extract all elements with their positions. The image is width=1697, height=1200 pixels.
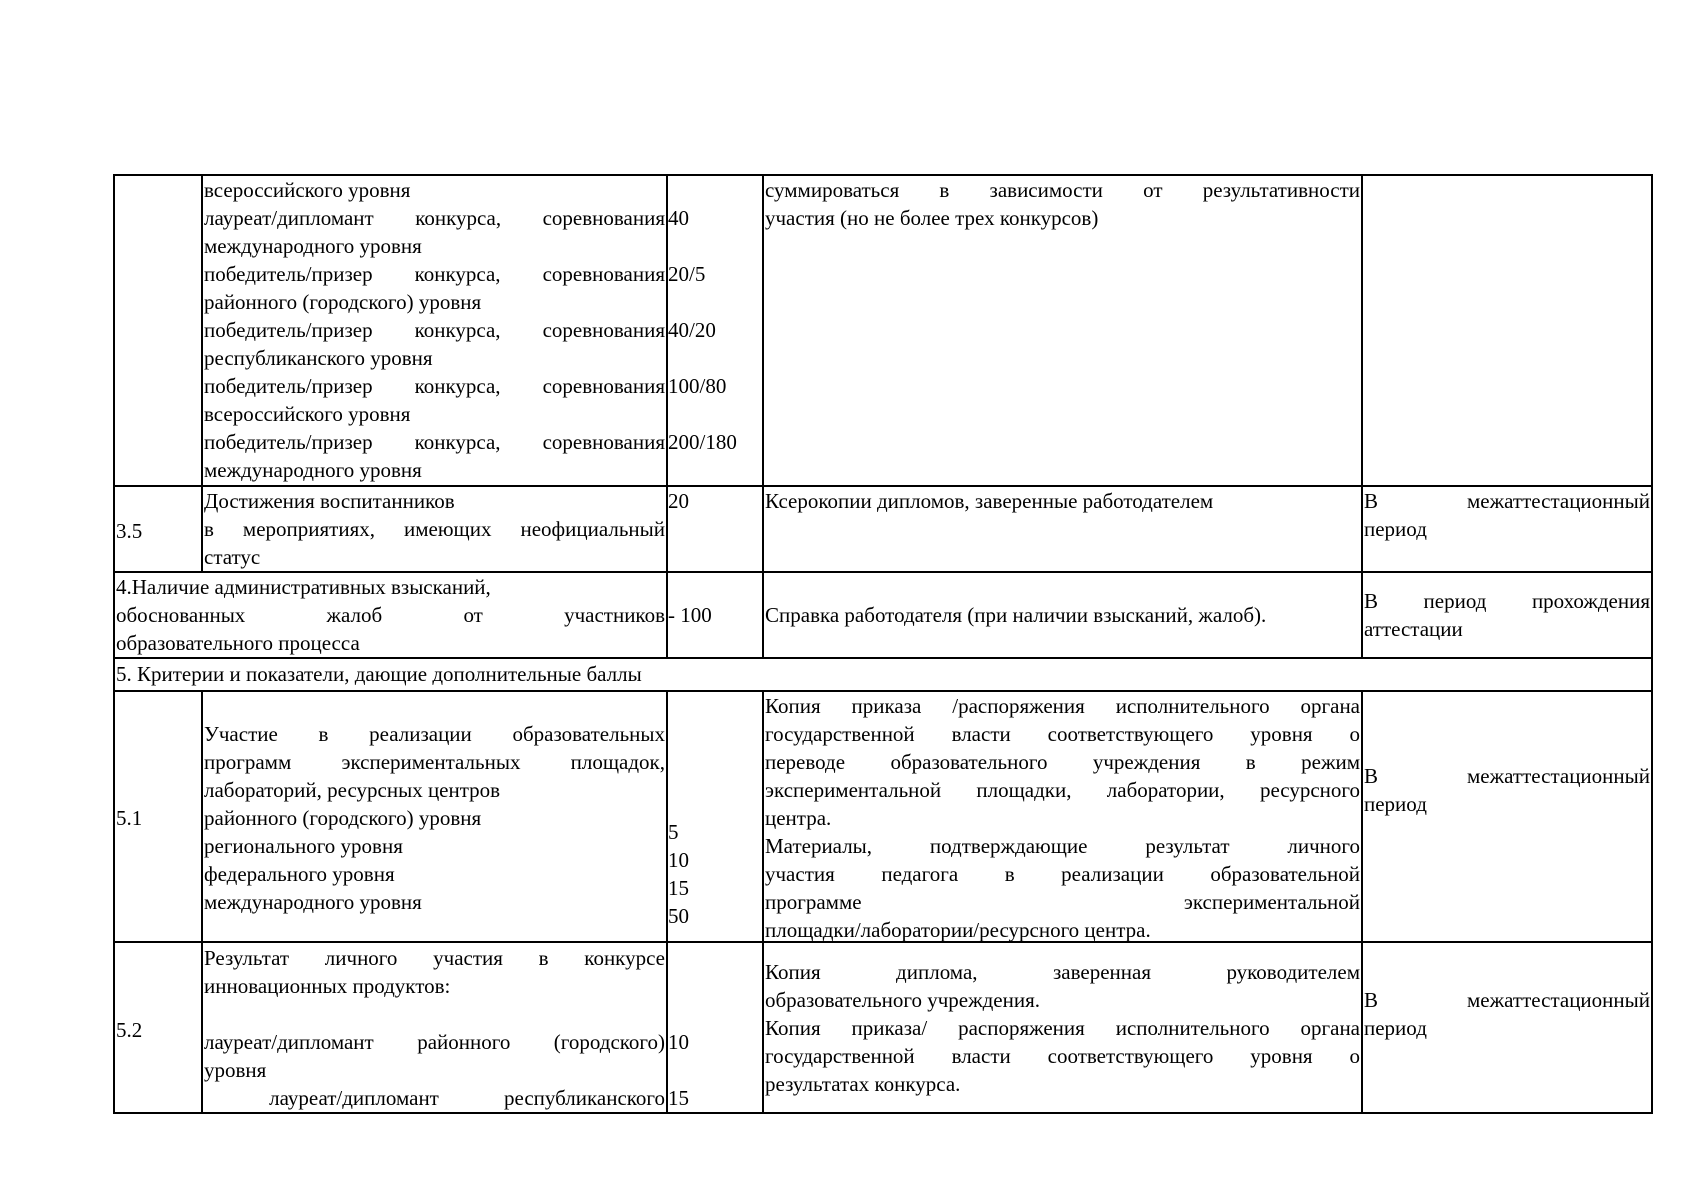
docs-line: переводе образовательного учреждения в режим bbox=[765, 750, 1360, 774]
criteria-cell bbox=[116, 573, 665, 657]
docs-line: экспериментальной площадки, лаборатории, ресурсного bbox=[765, 778, 1360, 802]
criteria-line: регионального уровня bbox=[204, 834, 403, 858]
points-value: 10 bbox=[668, 1030, 689, 1054]
points-value: 15 bbox=[668, 1086, 689, 1110]
row-number: 3.5 bbox=[116, 519, 143, 543]
docs-cell bbox=[765, 692, 1360, 944]
points-cell bbox=[668, 818, 689, 930]
docs-line: Копия приказа/ распоряжения исполнительного органа bbox=[765, 1016, 1360, 1040]
period-line: В межаттестационный bbox=[1364, 489, 1650, 513]
period-line: период bbox=[1364, 517, 1427, 541]
points-value: 200/180 bbox=[668, 430, 737, 454]
criteria-line: районного (городского) уровня bbox=[204, 290, 482, 314]
docs-line: участия (но не более трех конкурсов) bbox=[765, 206, 1099, 230]
points-value: 40/20 bbox=[668, 318, 716, 342]
criteria-line: программ экспериментальных площадок, bbox=[204, 750, 665, 774]
period-line: В межаттестационный bbox=[1364, 988, 1650, 1012]
points-value: 15 bbox=[668, 876, 689, 900]
period-cell bbox=[1364, 487, 1650, 543]
period-cell bbox=[1364, 762, 1650, 818]
criteria-line: федерального уровня bbox=[204, 862, 395, 886]
docs-line: результатах конкурса. bbox=[765, 1072, 961, 1096]
docs-text: Ксерокопии дипломов, заверенные работодателем bbox=[765, 489, 1214, 513]
docs-line: суммироваться в зависимости от результативности bbox=[765, 178, 1360, 202]
docs-line: Копия приказа /распоряжения исполнительного органа bbox=[765, 694, 1360, 718]
criteria-line: Участие в реализации образовательных bbox=[204, 722, 665, 746]
criteria-line: обоснованных жалоб от участников bbox=[116, 603, 665, 627]
criteria-line: районного (городского) уровня bbox=[204, 806, 482, 830]
criteria-line: республиканского уровня bbox=[204, 346, 433, 370]
criteria-line: статус bbox=[204, 545, 261, 569]
criteria-cell bbox=[204, 487, 665, 571]
period-line: В период прохождения bbox=[1364, 589, 1650, 613]
criteria-line: всероссийского уровня bbox=[204, 178, 411, 202]
docs-line: государственной власти соответствующего уровня о bbox=[765, 722, 1360, 746]
criteria-line: победитель/призер конкурса, соревнования bbox=[204, 318, 665, 342]
period-cell bbox=[1364, 587, 1650, 643]
points-value: 5 bbox=[668, 820, 679, 844]
criteria-line: международного уровня bbox=[204, 890, 422, 914]
spacer-line bbox=[204, 1000, 665, 1028]
criteria-line: в мероприятиях, имеющих неофициальный bbox=[204, 517, 665, 541]
points-value: 20 bbox=[668, 489, 689, 513]
docs-line: Копия диплома, заверенная руководителем bbox=[765, 960, 1360, 984]
period-line: период bbox=[1364, 792, 1427, 816]
criteria-line: победитель/призер конкурса, соревнования bbox=[204, 262, 665, 286]
criteria-line: уровня bbox=[204, 1058, 267, 1082]
criteria-cell bbox=[204, 944, 665, 1112]
docs-line: Материалы, подтверждающие результат личного bbox=[765, 834, 1360, 858]
criteria-line: всероссийского уровня bbox=[204, 402, 411, 426]
docs-cell bbox=[765, 176, 1360, 232]
criteria-line: лауреат/дипломант республиканского bbox=[204, 1086, 665, 1110]
criteria-line: лауреат/дипломант районного (городского) bbox=[204, 1030, 665, 1054]
docs-line: образовательного учреждения. bbox=[765, 988, 1041, 1012]
period-line: аттестации bbox=[1364, 617, 1463, 641]
points-value: 50 bbox=[668, 904, 689, 928]
criteria-line: образовательного процесса bbox=[116, 631, 360, 655]
criteria-cell bbox=[204, 720, 665, 916]
docs-text: Справка работодателя (при наличии взысканий, жалоб). bbox=[765, 603, 1267, 627]
criteria-cell bbox=[204, 176, 665, 484]
criteria-line: Результат личного участия в конкурсе bbox=[204, 946, 665, 970]
docs-line: программе экспериментальной bbox=[765, 890, 1360, 914]
period-line: период bbox=[1364, 1016, 1427, 1040]
row-number: 5.1 bbox=[116, 806, 143, 830]
docs-line: площадки/лаборатории/ресурсного центра. bbox=[765, 918, 1151, 942]
row-number: 5.2 bbox=[116, 1018, 143, 1042]
criteria-line: международного уровня bbox=[204, 458, 422, 482]
period-cell bbox=[1364, 986, 1650, 1042]
criteria-line: Достижения воспитанников bbox=[204, 489, 455, 513]
points-value: 100/80 bbox=[668, 374, 727, 398]
docs-line: центра. bbox=[765, 806, 832, 830]
criteria-line: 4.Наличие административных взысканий, bbox=[116, 575, 491, 599]
criteria-line: победитель/призер конкурса, соревнования bbox=[204, 430, 665, 454]
criteria-line: инновационных продуктов: bbox=[204, 974, 451, 998]
criteria-line: международного уровня bbox=[204, 234, 422, 258]
points-value: 10 bbox=[668, 848, 689, 872]
docs-line: участия педагога в реализации образовательной bbox=[765, 862, 1360, 886]
docs-cell bbox=[765, 958, 1360, 1098]
criteria-line: лабораторий, ресурсных центров bbox=[204, 778, 501, 802]
points-value: - 100 bbox=[668, 603, 712, 627]
criteria-line: победитель/призер конкурса, соревнования bbox=[204, 374, 665, 398]
points-value: 20/5 bbox=[668, 262, 706, 286]
points-value: 40 bbox=[668, 206, 689, 230]
section-heading: 5. Критерии и показатели, дающие дополнительные баллы bbox=[116, 662, 642, 686]
docs-line: государственной власти соответствующего уровня о bbox=[765, 1044, 1360, 1068]
period-line: В межаттестационный bbox=[1364, 764, 1650, 788]
criteria-line: лауреат/дипломант конкурса, соревнования bbox=[204, 206, 665, 230]
